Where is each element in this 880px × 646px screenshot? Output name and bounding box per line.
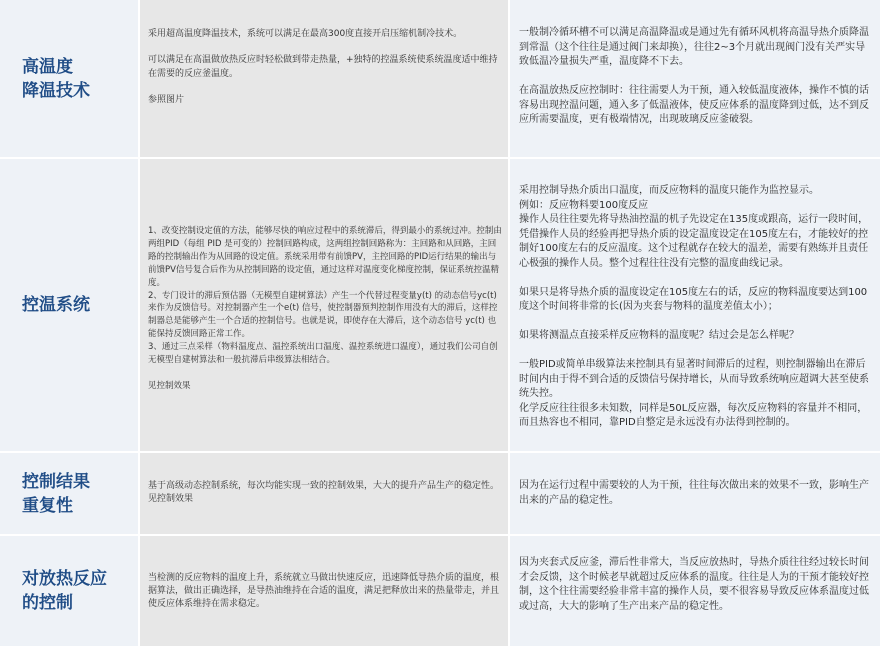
row-heading: 对放热反应 的控制 <box>22 569 107 613</box>
conventional-cell <box>510 536 880 646</box>
our-solution-cell <box>140 159 508 451</box>
conventional-text: 因为在运行过程中需要较的人为干预，往往每次做出来的效果不一致，影响生产出来的产品的稳定性。 <box>519 480 869 506</box>
row-heading: 控温系统 <box>22 295 90 315</box>
conventional-cell <box>510 159 880 451</box>
conventional-text: 一般制冷循环槽不可以满足高温降温或是通过先有循环风机将高温导热介质降温到常温（这个往往是通过阀门来却换），往往2~3个月就出现阀门没有关严实导致低温冷量损失严重，温度降不下去。 在高温放热反应控制时：往往需要人为干预，通入较低温度液体，操作不慎的话容易出现控温问题，通入多了低温液体，使反应体系的温度降到过低，达不到反应所需要温度，更有极端情况，出现玻璃反应釜破裂。 <box>519 27 869 125</box>
row-heading: 高温度 降温技术 <box>22 56 90 101</box>
conventional-cell <box>510 0 880 157</box>
table-row-repeatability <box>0 453 880 534</box>
table-row-high-temp <box>0 0 880 157</box>
row-heading-cell <box>0 536 138 646</box>
our-solution-text: 采用超高温度降温技术，系统可以满足在最高300度直接开启压缩机制冷技术。 可以满足在高温做放热反应时轻松做到带走热量，+独特的控温系统使系统温度适中维持在需要的反应釜温度。 参照图片 <box>148 29 498 106</box>
row-heading-cell <box>0 0 138 157</box>
our-solution-cell <box>140 0 508 157</box>
table-row-exothermic <box>0 536 880 646</box>
conventional-cell <box>510 453 880 534</box>
table-row-temp-control <box>0 159 880 451</box>
row-heading-cell <box>0 159 138 451</box>
our-solution-cell <box>140 453 508 534</box>
conventional-text: 因为夹套式反应釜，滞后性非常大，当反应放热时，导热介质往往经过较长时间才会反馈，这个时候老早就超过反应体系的温度。往往是人为的干预才能较好控制，这个往往需要经验非常丰富的操作人员，要不很容易导致反应体系温度过低或过高，大大的影响了生产出来产品的稳定性。 <box>519 557 869 612</box>
our-solution-cell <box>140 536 508 646</box>
our-solution-text: 1、改变控制设定值的方法，能够尽快的响应过程中的系统滞后，得到最小的系统过冲。控制由两组PID（每组 PID 是可变的）控制回路构成，这两组控制回路称为：主回路和从回路，主回路的控制输出作为从回路的设定值。系统采用带有前馈PV，主控回路的PID运行结果的输出与前馈PV信号复合后作为从控制回路的设定值，通过这样对温度变化梯度控制，保证系统控温精度。 2、专门设计的滞后预估器（无模型自建树算法）产生一个代替过程变量y(t) 的动态信号yc(t)来作为反馈信号。对控制器产生一个e(t) 信号，使控制器预判控制作用没有大的滞后，这样控制器总是能够产生一个合适的控制信号。也就是说，即使存在大滞后，这个动态信号 yc(t) 也能保持反馈回路正常工作。 3、通过三点采样（物料温度点、温控系统出口温度、温控系统进口温度），通过我们公司自创无模型自建树算法和一般抗滞后串级算法相结合。 见控制效果 <box>148 226 502 391</box>
our-solution-text: 当检测的反应物料的温度上升，系统就立马做出快速反应，迅速降低导热介质的温度，根据算法，做出正确选择，是导热油维持在合适的温度，满足把释放出来的热量带走，并且使反应体系维持在需求稳定。 <box>148 573 500 610</box>
row-heading-cell <box>0 453 138 534</box>
our-solution-text: 基于高级动态控制系统，每次均能实现一致的控制效果，大大的提升产品生产的稳定性。 见控制效果 <box>148 481 500 505</box>
conventional-text: 采用控制导热介质出口温度，而反应物料的温度只能作为监控显示。 例如：反应物料要100度反应 操作人员往往要先将导热油控温的机子先设定在135度或跟高，运行一段时间，凭借操作人员的经验再把导热介质的设定温度设定在105度左右，才能较好的控制好100度左右的反应温度。这个过程就存在较大的温差，需要有熟练并且责任心极强的操作人员。整个过程往往没有完整的温度曲线记录。 如果只是将导热介质的温度设定在105度左右的话，反应的物料温度要达到100度这个时间将非常的长(因为夹套与物料的温度差值太小）； 如果将测温点直接采样反应物料的温度呢？结过会是怎么样呢？ 一般PID或简单串级算法来控制具有显著时间滞后的过程，则控制器输出在滞后时间内由于得不到合适的反馈信号保持增长，从而导致系统响应超调大甚至使系统失控。 化学反应往往很多未知数，同样是50L反应器，每次反应物料的容量并不相同，而且热容也不相同，靠PID自整定是永远没有办法得到控制的。 <box>519 185 869 428</box>
row-heading: 控制结果 重复性 <box>22 471 90 516</box>
